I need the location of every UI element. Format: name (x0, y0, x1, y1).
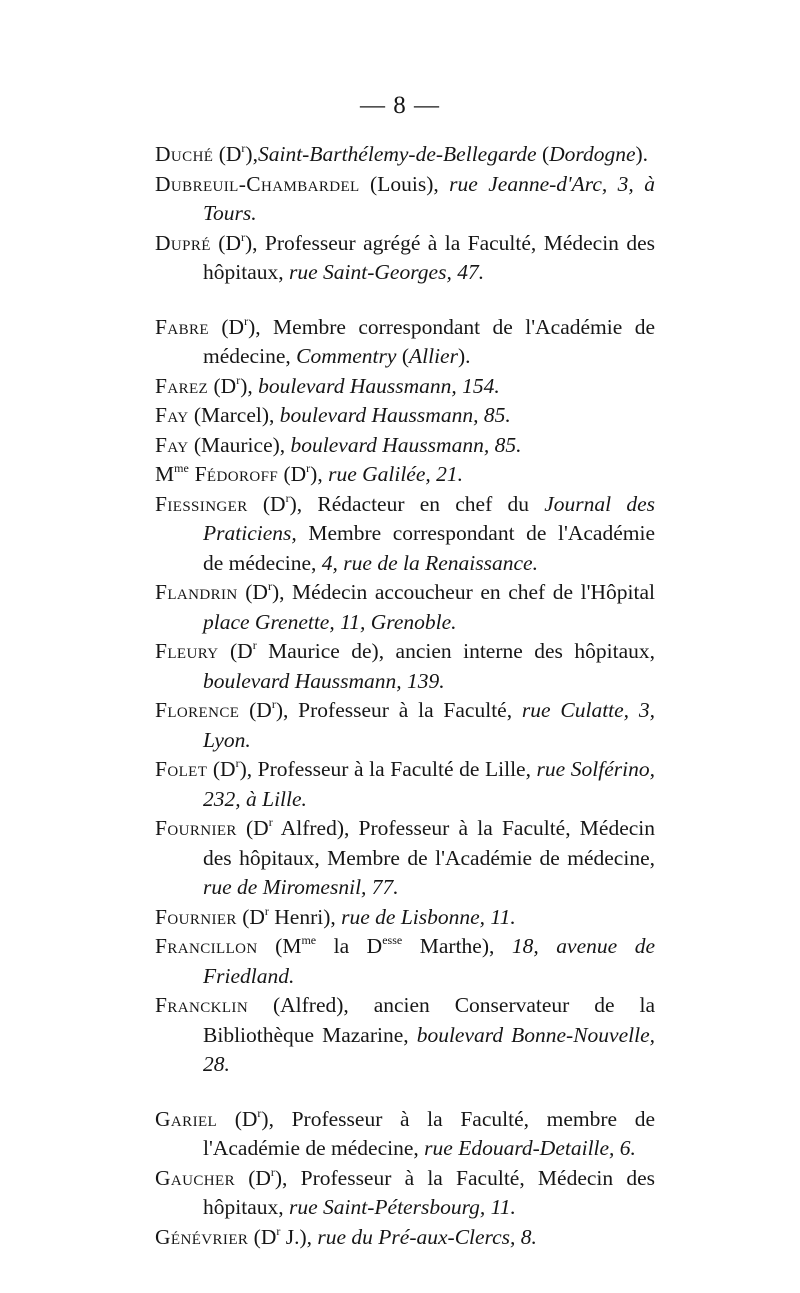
directory-entry (155, 755, 655, 814)
entry-text: Membre correspondant de l'Académie de médecine, (203, 521, 655, 575)
entry-name: Génévrier (155, 1224, 249, 1249)
entry-text: Alfred), Professeur à la Faculté, Médecin des hôpitaux, Membre de l'Académie de médecine, (203, 816, 656, 870)
directory-entry (155, 1164, 655, 1223)
entry-text: (D (207, 757, 236, 781)
entry-superscript: r (235, 756, 240, 770)
entry-text: ), Membre correspondant de l'Académie de médecine, (203, 314, 655, 368)
entry-text: ), Rédacteur en chef du (289, 491, 545, 516)
entry-superscript: r (240, 229, 245, 244)
entry-text: (D (210, 230, 241, 255)
entry-text: (Louis), (359, 171, 450, 196)
entry-text: ), (240, 373, 259, 398)
entry-address: rue Saint-Georges, 47. (289, 260, 485, 284)
entry-name: Francklin (155, 993, 249, 1017)
entry-text: Henri), (268, 904, 342, 929)
entry-text: (D (235, 1165, 271, 1190)
entry-address: boulevard Haussmann, 85. (279, 403, 511, 427)
entry-superscript: r (264, 903, 269, 918)
entry-superscript: r (236, 372, 241, 387)
directory-entry (155, 1105, 655, 1164)
entry-text: (D (236, 904, 265, 929)
entry-text: (D (248, 1224, 277, 1249)
entry-address: rue de Lisbonne, 11. (341, 904, 516, 929)
entry-address: Allier (409, 344, 458, 368)
directory-entry (155, 170, 655, 229)
entry-text: ), Médecin accoucheur en chef de l'Hôpital (271, 580, 656, 604)
directory-entry (155, 431, 655, 461)
entry-address: 4, rue de la Renaissance. (321, 550, 538, 575)
entry-address: boulevard Haussmann, 154. (258, 373, 500, 398)
entry-text: ), Professeur à la Faculté, membre de l'Académie de médecine, (203, 1106, 655, 1160)
entry-address: boulevard Bonne-Nouvelle, 28. (203, 1022, 655, 1076)
entry-name: Duché (155, 142, 214, 166)
entry-text: ( (396, 344, 409, 368)
entry-address: rue Solférino, 232, à Lille. (203, 757, 655, 811)
entry-text: (Marcel), (188, 403, 280, 427)
entry-text: ), (245, 142, 258, 166)
directory-entry (155, 991, 655, 1080)
entry-superscript: me (301, 933, 317, 947)
entry-text: (D (247, 491, 286, 516)
entry-name: Gariel (155, 1106, 218, 1131)
entry-text: Marthe), (402, 934, 512, 958)
entry-text: (D (237, 580, 268, 604)
entry-text: (D (217, 1106, 258, 1131)
directory-entry (155, 637, 655, 696)
entry-superscript: r (257, 1105, 262, 1120)
entry-text: (Maurice), (188, 432, 291, 457)
entry-superscript: r (306, 461, 311, 475)
entry-text: (D (239, 698, 272, 722)
entry-name: Flandrin (155, 580, 238, 604)
entry-text: (D (208, 373, 237, 398)
entry-name: Dubreuil-Chambardel (155, 171, 360, 196)
entry-text: ), Professeur à la Faculté, Médecin des hôpitaux, (203, 1165, 655, 1219)
directory-entries (155, 140, 655, 1252)
entry-prefix-superscript: me (174, 461, 189, 475)
entry-address: Dordogne (549, 142, 636, 166)
entry-superscript: r (270, 1164, 275, 1179)
entry-name: Farez (155, 373, 209, 398)
entry-name: Fédoroff (188, 462, 279, 486)
entry-name: Fournier (155, 904, 237, 929)
entry-name: Folet (155, 757, 208, 781)
entry-text: (D (236, 816, 269, 840)
entry-superscript: r (285, 490, 290, 505)
entry-superscript: r (252, 638, 257, 652)
directory-entry (155, 460, 655, 490)
entry-address: Journal des Praticiens, (203, 491, 656, 545)
entry-address: boulevard Haussmann, 139. (203, 668, 445, 693)
entry-text: la D (316, 934, 383, 958)
entry-address: place Grenette, 11, Grenoble. (203, 609, 457, 634)
entry-text: ), (310, 462, 329, 486)
entry-text: ( (536, 142, 550, 166)
entry-superscript: r (271, 697, 276, 711)
entry-address: rue du Pré-aux-Clercs, 8. (317, 1224, 537, 1249)
entry-name: Fay (155, 432, 189, 457)
entry-name: Fleury (155, 639, 219, 663)
entry-text: (D (218, 639, 253, 663)
entry-name: Fournier (155, 816, 237, 840)
entry-name: Fiessinger (155, 491, 248, 516)
directory-entry (155, 903, 655, 933)
entry-address: Commentry (296, 344, 397, 368)
entry-text: ). (457, 344, 471, 368)
entry-prefix: M (155, 462, 175, 486)
entry-superscript: r (241, 141, 246, 155)
entry-superscript: r (244, 313, 249, 328)
entry-text: (M (257, 934, 302, 958)
entry-text: (D (278, 462, 307, 486)
directory-entry (155, 1223, 655, 1253)
directory-entry (155, 140, 655, 170)
entry-superscript: r (276, 1223, 281, 1238)
entry-address: rue Edouard-Detaille, 6. (424, 1136, 636, 1160)
entry-name: Francillon (155, 934, 258, 958)
entry-name: Florence (155, 698, 240, 722)
entry-text: ), Professeur à la Faculté, (275, 698, 522, 722)
directory-entry (155, 696, 655, 755)
directory-entry (155, 814, 655, 903)
entry-text: ). (635, 142, 649, 166)
entry-name: Fay (155, 403, 189, 427)
entry-text: (Alfred), ancien Conservateur de la Bibliothèque Mazarine, (203, 993, 655, 1047)
directory-entry (155, 313, 655, 372)
entry-text: J.), (280, 1224, 318, 1249)
entry-address: rue Jeanne-d'Arc, 3, à Tours. (203, 171, 655, 225)
entry-address: rue Culatte, 3, Lyon. (203, 698, 655, 752)
entry-name: Gaucher (155, 1165, 235, 1190)
entry-address: rue Galilée, 21. (328, 462, 464, 486)
entry-address: boulevard Haussmann, 85. (290, 432, 522, 457)
entry-address: Saint-Barthélemy-de-Bellegarde (257, 142, 537, 166)
entry-address: 18, avenue de Friedland. (203, 934, 656, 988)
entry-text: (D (213, 142, 242, 166)
entry-text: Maurice de), ancien interne des hôpitaux, (256, 639, 655, 663)
entry-name: Dupré (155, 230, 211, 255)
directory-entry (155, 578, 655, 637)
entry-superscript: r (268, 815, 273, 829)
directory-entry (155, 229, 655, 288)
entry-name: Fabre (155, 314, 209, 339)
entry-text: (D (208, 314, 245, 339)
directory-entry (155, 932, 655, 991)
entry-text: ), Professeur agrégé à la Faculté, Médecin des hôpitaux, (203, 230, 655, 284)
entry-superscript: r (267, 579, 272, 593)
entry-superscript: esse (382, 933, 403, 947)
directory-entry (155, 490, 655, 579)
entry-address: rue Saint-Pétersbourg, 11. (289, 1195, 516, 1219)
entry-address: rue de Miromesnil, 77. (203, 875, 399, 899)
page-number: — 8 — (360, 92, 440, 119)
entry-text: ), Professeur à la Faculté de Lille, (239, 757, 537, 781)
directory-entry (155, 401, 655, 431)
directory-entry (155, 372, 655, 402)
